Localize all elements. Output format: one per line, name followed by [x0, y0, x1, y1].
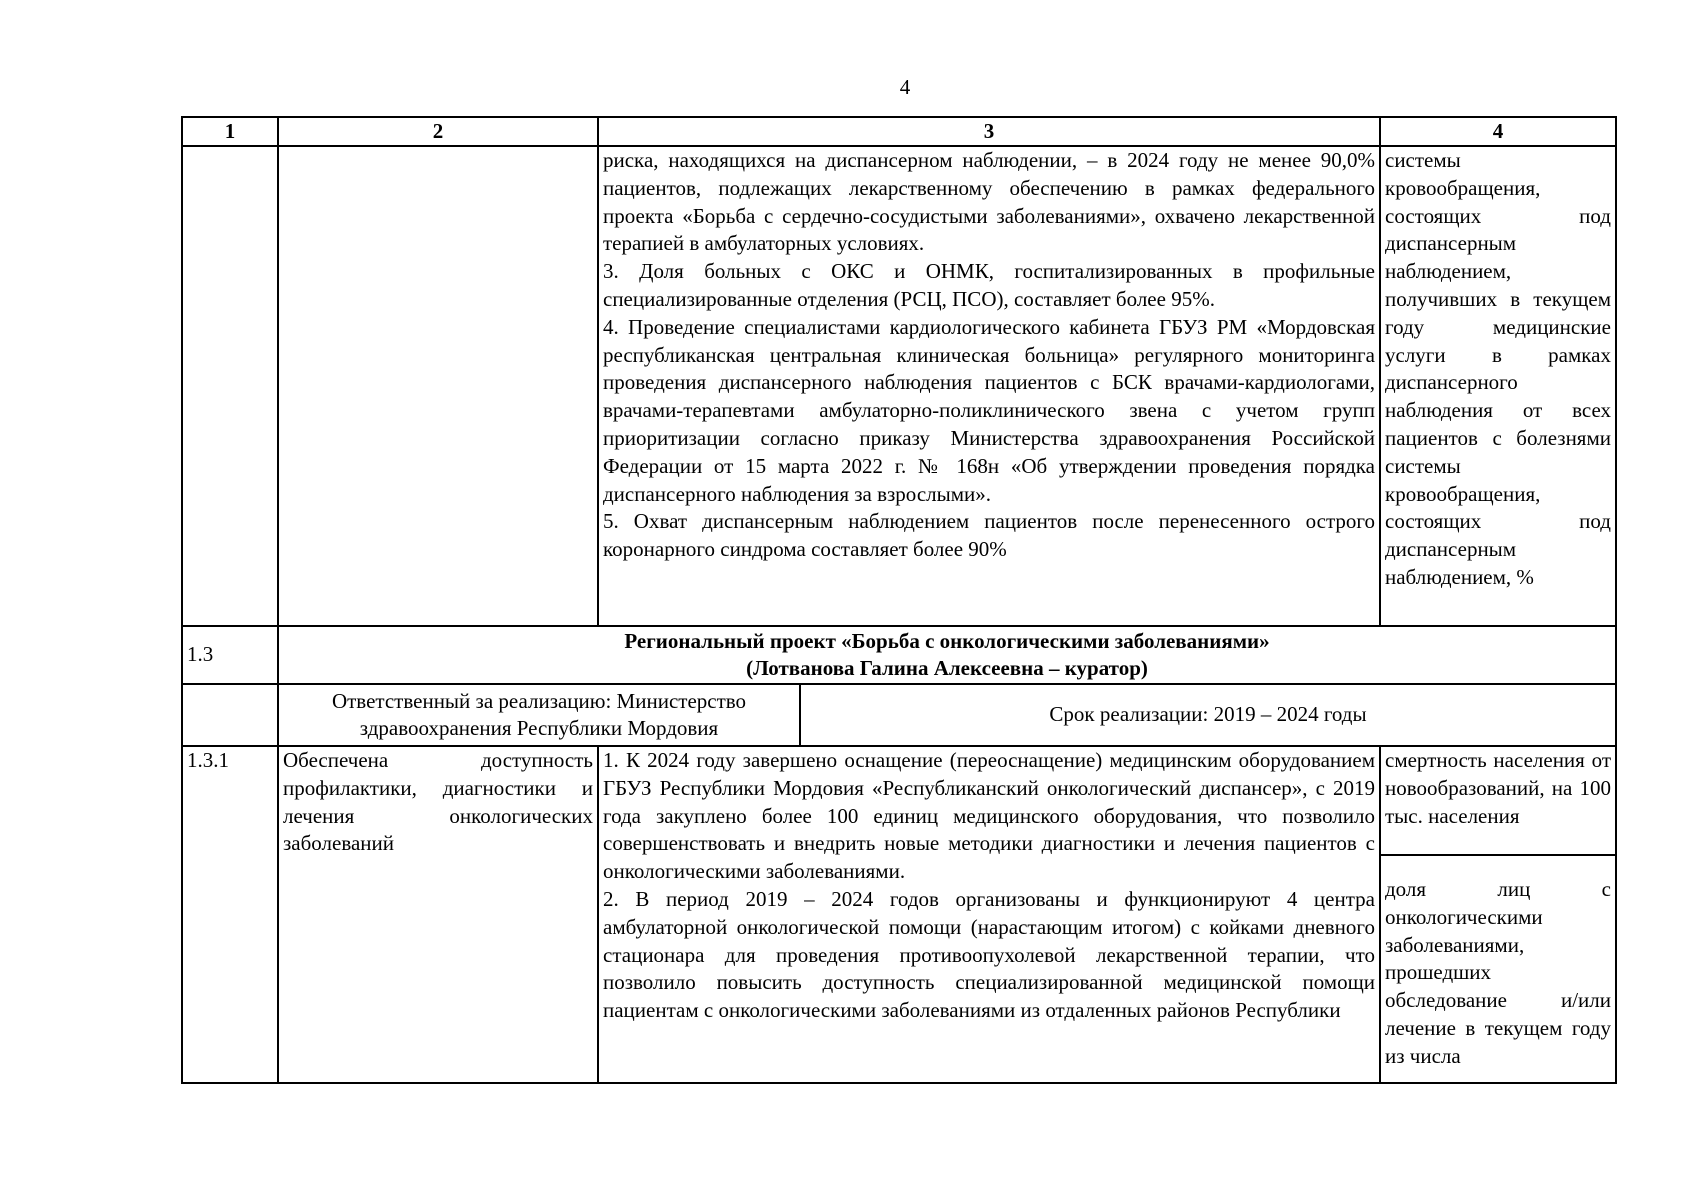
result-paragraph: 1. К 2024 году завершено оснащение (переоснащение) медицинским оборудованием ГБУЗ Республики Мордовия «Республиканский онкологический диспансер», с 2019 года закуплено более 100 единиц медицинского оборудования, что позволило совершенствовать и внедрить новые методики диагностики и лечения пациентов с онкологическими заболеваниями. [603, 748, 1375, 884]
header-col-4: 4 [1380, 117, 1616, 146]
table-header-row [182, 117, 1616, 146]
continuation-results-cell [598, 146, 1380, 626]
term-cell: Срок реализации: 2019 – 2024 годы [800, 684, 1616, 746]
result-paragraph: 3. Доля больных с ОКС и ОНМК, госпитализированных в профильные специализированные отделения (РСЦ, ПСО), составляет более 95%. [603, 259, 1375, 311]
row-number: 1.3.1 [182, 746, 278, 1083]
plan-table [181, 116, 1617, 1084]
result-paragraph: 5. Охват диспансерным наблюдением пациентов после перенесенного острого коронарного синдрома составляет более 90% [603, 509, 1375, 562]
result-paragraph: 2. В период 2019 – 2024 годов организованы и функционируют 4 центра амбулаторной онкологической помощи (нарастающим итогом) с койками дневного стационара для проведения противоопухолевой лекарственной терапии, что позволило повысить доступность специализированной медицинской помощи пациентам с онкологическими заболеваниями из отдаленных районов Республики [603, 886, 1375, 1023]
continuation-indicator-cell [1380, 146, 1616, 626]
task-cell: Обеспечена доступность профилактики, диагностики и лечения онкологических заболеваний [278, 746, 598, 1083]
header-col-1: 1 [182, 117, 278, 146]
indicator-text: системы кровообращения, состоящих под диспансерным наблюдением, получивших в текущем году медицинские услуги в рамках диспансерного наблюдения от всех пациентов с болезнями системы кровообращения, состоящих под диспансерным наблюдением, % [1385, 148, 1611, 589]
continuation-task-cell [278, 146, 598, 626]
responsible-cell [278, 684, 800, 746]
project-meta-row [182, 684, 1616, 746]
project-number: 1.3 [182, 626, 278, 684]
table-row-1-3-1 [182, 746, 1616, 1083]
indicator-share: доля лиц с онкологическими заболеваниями, прошедших обследование и/или лечение в текущем году из числа [1385, 877, 1611, 1068]
continuation-number-cell [182, 146, 278, 626]
result-paragraph: риска, находящихся на диспансерном наблюдении, – в 2024 году не менее 90,0% пациентов, подлежащих лекарственному обеспечению в рамках федерального проекта «Борьба с сердечно-сосудистыми заболеваниями», охвачено лекарственной терапией в амбулаторных условиях. [603, 148, 1375, 256]
project-meta-empty [182, 684, 278, 746]
result-paragraph: 4. Проведение специалистами кардиологического кабинета ГБУЗ РМ «Мордовская республиканская центральная клиническая больница» регулярного мониторинга проведения диспансерного наблюдения пациентов с БСК врачами-кардиологами, врачами-терапевтами амбулаторно-поликлинического звена с учетом групп приоритизации согласно приказу Министерства здравоохранения Российской Федерации от 15 марта 2022 г. № 168н «Об утверждении проведения порядка диспансерного наблюдения за взрослыми». [603, 314, 1375, 506]
responsible-line: Ответственный за реализацию: Министерство [331, 689, 747, 713]
header-col-2: 2 [278, 117, 598, 146]
project-title [278, 626, 1616, 684]
indicators-cell [1380, 746, 1616, 1083]
project-curator-line: (Лотванова Галина Алексеевна – куратор) [746, 656, 1148, 680]
page-number: 4 [899, 75, 911, 99]
project-title-row [182, 626, 1616, 684]
results-cell [598, 746, 1380, 1083]
responsible-line: здравоохранения Республики Мордовия [359, 716, 719, 740]
header-col-3: 3 [598, 117, 1380, 146]
table-row-continuation [182, 146, 1616, 626]
indicator-mortality: смертность населения от новообразований, на 100 тыс. населения [1381, 747, 1615, 856]
project-title-line: Региональный проект «Борьба с онкологическими заболеваниями» [624, 629, 1270, 653]
